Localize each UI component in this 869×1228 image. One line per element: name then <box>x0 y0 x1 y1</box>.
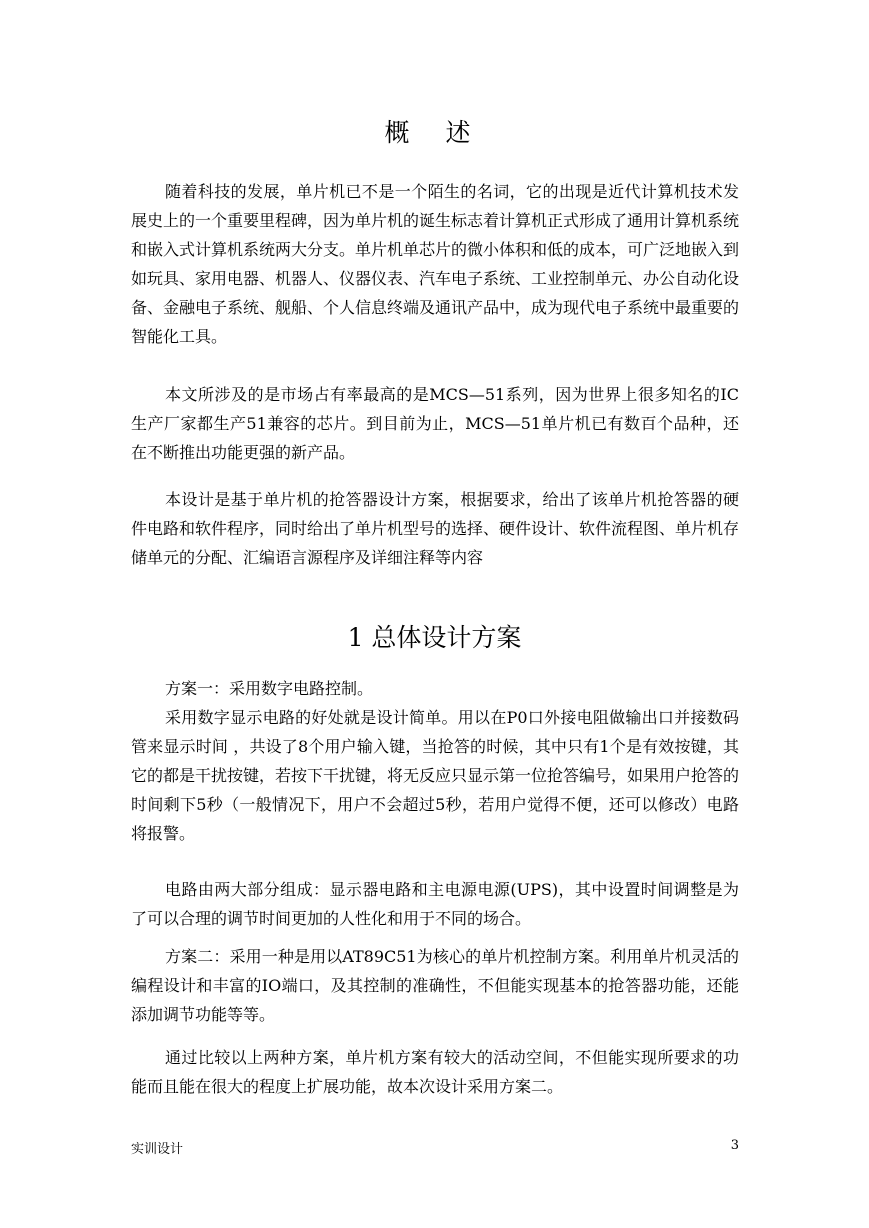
paragraph: 采用数字显示电路的好处就是设计简单。用以在P0口外接电阻做输出口并接数码管来显示时间 ，共设了8个用户输入键，当抢答的时候，其中只有1个是有效按键，其它的都是干扰按键，若按下干扰键，将无反应只显示第一位抢答编号，如果用户抢答的时间剩下5秒（一般情况下，用户不会超过5秒，若用户觉得不便，还可以修改）电路将报警。 <box>131 708 740 843</box>
section-title-overview: 概 述 <box>384 118 485 147</box>
paragraph: 本设计是基于单片机的抢答器设计方案，根据要求，给出了该单片机抢答器的硬件电路和软件程序，同时给出了单片机型号的选择、硬件设计、软件流程图、单片机存储单元的分配、汇编语言源程序及详细注释等内容 <box>131 490 740 567</box>
footer-label: 实训设计 <box>131 1142 184 1157</box>
paragraph: 本文所涉及的是市场占有率最高的是MCS—51系列，因为世界上很多知名的IC生产厂家都生产51兼容的芯片。到目前为止，MCS—51单片机已有数百个品种，还在不断推出功能更强的新产品。 <box>131 385 739 462</box>
paragraph: 电路由两大部分组成：显示器电路和主电源电源(UPS)，其中设置时间调整是为了可以合理的调节时间更加的人性化和用于不同的场合。 <box>131 880 739 928</box>
paragraph: 通过比较以上两种方案，单片机方案有较大的活动空间，不但能实现所要求的功能而且能在很大的程度上扩展功能，故本次设计采用方案二。 <box>131 1048 739 1096</box>
paragraph: 方案二：采用一种是用以AT89C51为核心的单片机控制方案。利用单片机灵活的编程设计和丰富的IO端口，及其控制的准确性，不但能实现基本的抢答器功能，还能添加调节功能等等。 <box>131 947 739 1024</box>
paragraph: 方案一：采用数字电路控制。 <box>165 679 374 698</box>
page-number: 3 <box>730 1138 739 1153</box>
paragraph: 随着科技的发展，单片机已不是一个陌生的名词，它的出现是近代计算机技术发展史上的一个重要里程碑，因为单片机的诞生标志着计算机正式形成了通用计算机系统和嵌入式计算机系统两大分支。单片机单芯片的微小体积和低的成本，可广泛地嵌入到如玩具、家用电器、机器人、仪器仪表、汽车电子系统、工业控制单元、办公自动化设备、金融电子系统、舰船、个人信息终端及通讯产品中，成为现代电子系统中最重要的智能化工具。 <box>131 182 740 346</box>
section-title-design: 1 总体设计方案 <box>347 623 522 652</box>
